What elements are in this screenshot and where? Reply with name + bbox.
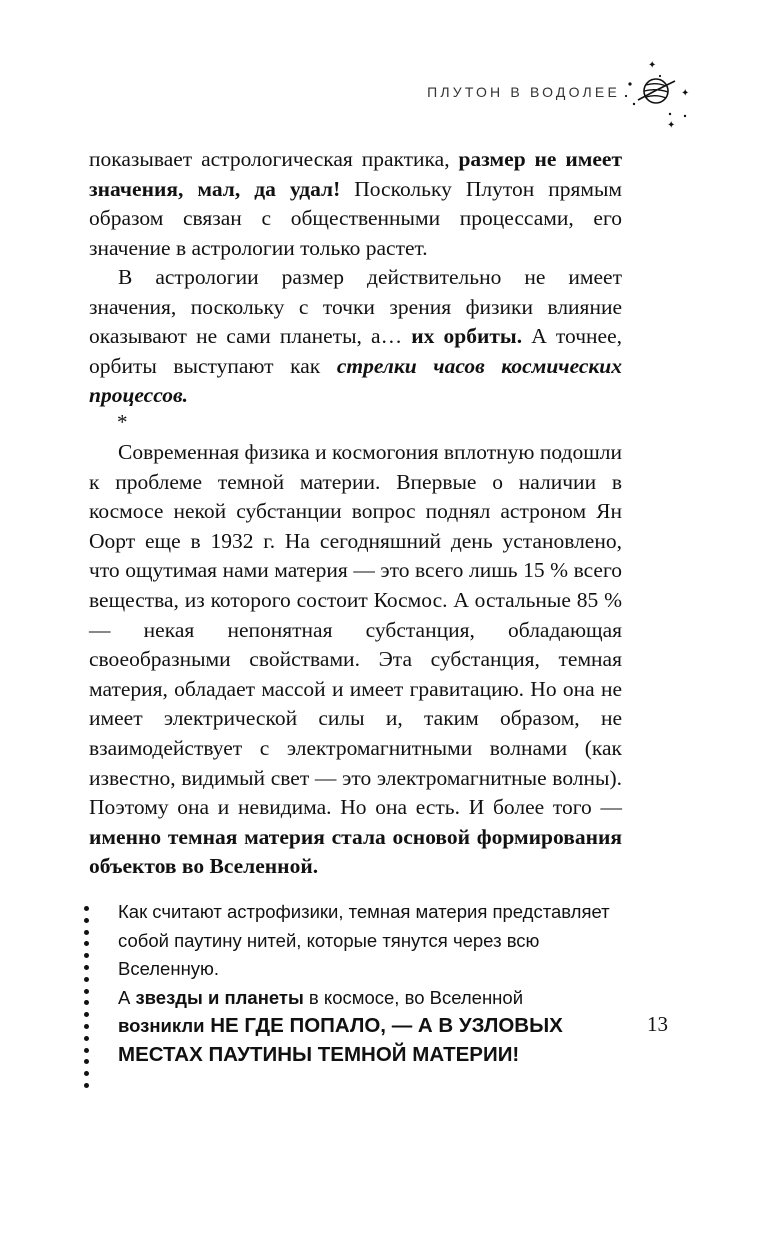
svg-text:✦: ✦ (648, 60, 657, 71)
callout-line-1: Как считают астрофизики, темная материя представляет собой паутину нитей, которые тянутся через всю Вселенную. (118, 901, 610, 979)
paragraph-3 (89, 438, 622, 882)
callout-bold-word: возникли (118, 1015, 205, 1036)
callout-box (84, 898, 644, 1078)
paragraph-2-text-mid: А точнее, орбиты выступают как (89, 324, 622, 378)
dotted-border (84, 906, 90, 1095)
paragraph-1-text: показывает астрологическая практика, (89, 147, 459, 171)
paragraph-2-bold-italic: стрелки часов космических процессов. (89, 353, 622, 408)
callout-line-3 (118, 1012, 638, 1069)
paragraph-1 (89, 145, 622, 263)
paragraph-3-text: Современная физика и космогония вплотную подошли к проблеме темной материи. Впервые о наличии в космосе некой субстанции вопрос поднял астроном Ян Оорт еще в 1932 г. На сегодняшний день установлено, что ощутимая нами материя — это всего лишь 15 % всего вещества, из которого состоит Космос. А остальные 85 % — некая непонятная субстанция, обладающая своеобразными свойствами. Эта субстанция, темная материя, обладает массой и имеет гравитацию. Но она не имеет электрической силы и, таким образом, не взаимодействует с электромагнитными волнами (как известно, видимый свет — это электромагнитные волны). Поэтому она и невидима. Но она есть. И более того — (89, 440, 622, 820)
paragraph-2 (89, 263, 622, 411)
paragraph-2-bold: их орбиты. (411, 324, 523, 349)
running-title: ПЛУТОН В ВОДОЛЕЕ (427, 84, 620, 100)
page-number: 13 (647, 1012, 668, 1036)
paragraph-1-bold: размер не имеет значения, мал, да удал! (89, 147, 623, 201)
paragraph-1-text-end: Поскольку Плутон прямым образом связан с общественными процессами, его значение в астрологии только растет. (89, 176, 622, 260)
callout-emphasis: НЕ ГДЕ ПОПАЛО, — А В УЗЛОВЫХ МЕСТАХ ПАУТИНЫ ТЕМНОЙ МАТЕРИИ! (118, 1014, 563, 1066)
paragraph-3-bold: именно темная материя стала основой формирования объектов во Вселенной. (89, 824, 622, 879)
callout-text (118, 898, 638, 1069)
section-separator: * (117, 410, 128, 434)
svg-text:✦: ✦ (681, 88, 690, 99)
svg-text:✦: ✦ (667, 120, 676, 131)
planet-with-stars-icon (618, 56, 708, 136)
callout-bold-phrase: звезды и планеты (135, 986, 304, 1008)
paragraph-2-text: В астрологии размер действительно не имеет значения, поскольку с точки зрения физики влияние оказывают не сами планеты, а… (89, 265, 622, 349)
callout-line-2: А звезды и планеты в космосе, во Вселенной (118, 986, 524, 1008)
